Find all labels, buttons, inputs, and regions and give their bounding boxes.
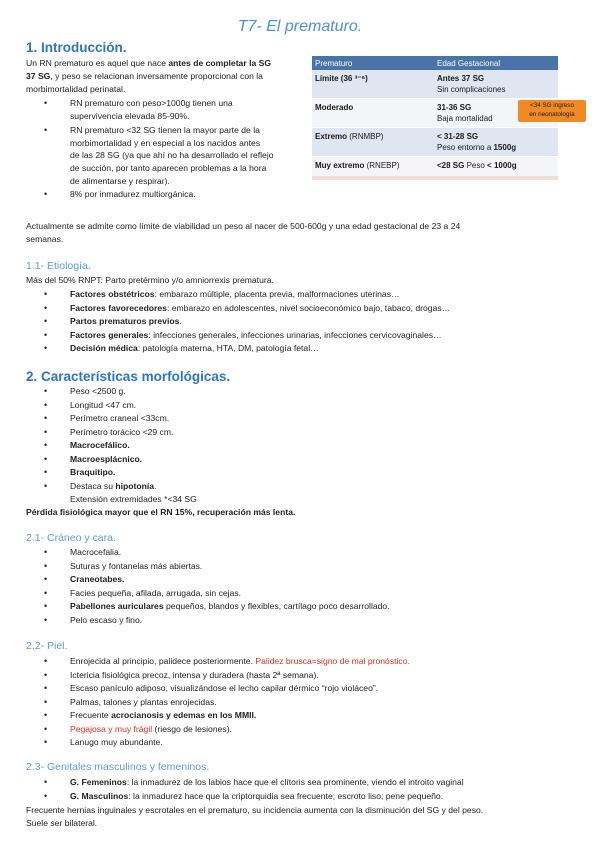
list-item: • Macrocefálico. bbox=[70, 439, 580, 453]
intro-paragraph: Un RN prematuro es aquel que nace antes de completar la SG 37 SG, y peso se relacionan inversamente proporcional con la morbimortalidad perinatal. bbox=[26, 58, 272, 94]
list-item: • G. Femeninos: la inmadurez de los labios hace que el clítoris sea prominente, viendo el introito vaginal bbox=[70, 776, 580, 790]
list-item: • Suturas y fontanelas más abiertas. bbox=[70, 560, 580, 574]
morphology-list bbox=[70, 385, 580, 503]
table-row: Muy extremo (RNEBP) <28 SG Peso < 1000g bbox=[312, 157, 558, 177]
etiology-list bbox=[70, 288, 580, 356]
weight-loss-summary: Pérdida fisiológica mayor que el RN 15%, recuperación más lenta. bbox=[26, 507, 296, 517]
viability-paragraph: Actualmente se admite como límite de viabilidad un peso al nacer de 500-600g y una edad gestacional de 23 a 24 semanas. bbox=[26, 221, 461, 244]
list-item: • Craneotabes. bbox=[70, 573, 580, 587]
table-header-prematuro: Prematuro bbox=[312, 56, 434, 70]
list-item: • Longitud <47 cm. bbox=[70, 399, 580, 413]
list-item: • Factores generales: infecciones generales, infecciones urinarias, infecciones cervicovaginales… bbox=[70, 329, 580, 343]
section-heading-genitales: 2.3- Genitales masculinos y femeninos. bbox=[26, 761, 210, 773]
list-item: • Pegajosa y muy frágil (riesgo de lesiones). bbox=[70, 723, 580, 737]
list-item: • Partos prematuros previos. bbox=[70, 315, 580, 329]
table-header-edad-gestacional: Edad Gestacional bbox=[434, 56, 558, 70]
page-title: T7- El prematuro. bbox=[237, 18, 363, 35]
skull-face-list bbox=[70, 546, 580, 627]
list-item: • Macroesplácnico. bbox=[70, 453, 580, 467]
section-heading-etiologia: 1.1- Etiología. bbox=[26, 260, 91, 272]
table-row: Límite (36 ³⁻⁶) Antes 37 SG Sin complicaciones bbox=[312, 70, 558, 99]
list-item: • Palmas, talones y plantas enrojecidas. bbox=[70, 696, 580, 710]
list-item: • Facies pequeña, afilada, arrugada, sin cejas. bbox=[70, 587, 580, 601]
table-row: Extremo (RNMBP) < 31-28 SG Peso entorno a 1500g bbox=[312, 128, 558, 157]
list-item: • 8% por inmadurez multiorgánica. bbox=[70, 188, 310, 201]
neonatology-badge: <34 SG ingreso en neonatología bbox=[518, 100, 586, 122]
list-item: • Lanugo muy abundante. bbox=[70, 736, 580, 750]
list-item: • Frecuente acrocianosis y edemas en los MMII. bbox=[70, 709, 580, 723]
section-heading-craneo: 2.1- Cráneo y cara. bbox=[26, 532, 116, 544]
list-item: • Pabellones auriculares pequeños, blandos y flexibles, cartílago poco desarrollado. bbox=[70, 600, 580, 614]
list-item: • Factores favorecedores: embarazo en adolescentes, nivel socioeconómico bajo, tabaco, drogas… bbox=[70, 302, 580, 316]
section-heading-introduccion: 1. Introducción. bbox=[26, 40, 127, 55]
list-item: • Destaca su hipotonía. bbox=[70, 480, 580, 494]
hernia-paragraph: Frecuente hernias inguinales y escrotales en el prematuro, su incidencia aumenta con la disminución del SG y del peso. Suele ser bilateral. bbox=[26, 805, 484, 828]
skin-list bbox=[70, 655, 580, 750]
list-item: • Enrojecida al principio, palidece posteriormente. Palidez brusca=signo de mal pronóstico. bbox=[70, 655, 580, 669]
list-item: • Extensión extremidades *<34 SG bbox=[70, 493, 580, 503]
list-item: • Ictericia fisiológica precoz, intensa y duradera (hasta 2ª semana). bbox=[70, 669, 580, 683]
table-shadow bbox=[312, 176, 558, 180]
list-item: • Perímetro torácico <29 cm. bbox=[70, 426, 580, 440]
section-heading-piel: 2.2- Piel. bbox=[26, 640, 68, 652]
table-row: Moderado 31-36 SG Baja mortalidad bbox=[312, 99, 558, 128]
list-item: • Peso <2500 g. bbox=[70, 385, 580, 399]
section-heading-morfologicas: 2. Características morfológicas. bbox=[26, 369, 231, 384]
genitals-list bbox=[70, 776, 580, 803]
list-item: • Perímetro craneal <33cm. bbox=[70, 412, 580, 426]
list-item: • RN prematuro <32 SG tienen la mayor parte de la morbimortalidad y en especial a los nacidos antes de las 28 SG (ya que ahí no ha desarrollado el reflejo de succión, por tanto aparecen problemas a la hora de alimentarse y respirar). bbox=[70, 124, 310, 187]
list-item: • Escaso panículo adiposo, visualizándose el lecho capilar dérmico “rojo violáceo”. bbox=[70, 682, 580, 696]
list-item: • Macrocefalia. bbox=[70, 546, 580, 560]
intro-bullet-list bbox=[70, 97, 310, 201]
list-item: • Pelo escaso y fino. bbox=[70, 614, 580, 628]
list-item: • RN prematuro con peso>1000g tienen una supervivencia elevada 85-90%. bbox=[70, 97, 310, 122]
list-item: • Factores obstétricos: embarazo múltiple, placenta previa, malformaciones uterinas… bbox=[70, 288, 580, 302]
etiology-intro: Más del 50% RNPT: Parto pretérmino y/o amniorrexis prematura. bbox=[26, 275, 274, 285]
list-item: • Decisión médica: patología materna, HTA, DM, patología fetal… bbox=[70, 342, 580, 356]
list-item: • Braquitipo. bbox=[70, 466, 580, 480]
list-item: • G. Masculinos: la inmadurez hace que la criptorquidia sea frecuente; escroto liso; pene pequeño. bbox=[70, 790, 580, 804]
